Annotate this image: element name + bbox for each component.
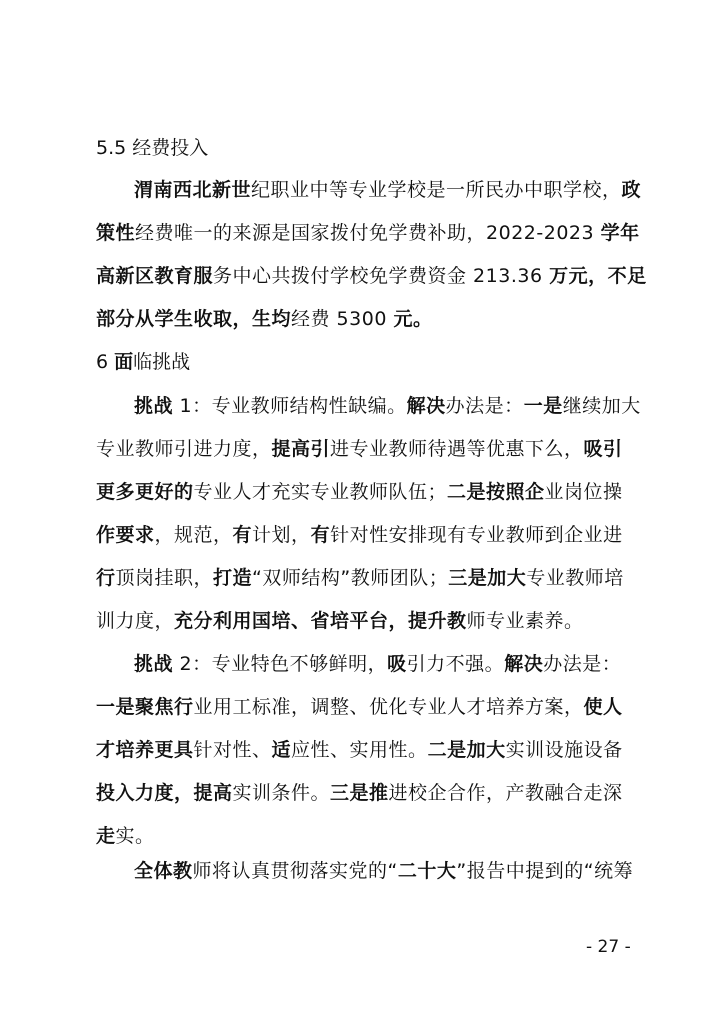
para-5-5-line [96, 221, 640, 245]
section-heading-6 [96, 350, 190, 374]
text-run: 政 [621, 179, 642, 201]
text-run: 全体教 [134, 860, 193, 882]
text-run: 挑战 [134, 653, 174, 675]
text-run: 进校企合作，产教融合走深 [388, 782, 623, 804]
text-run: 投入力度，提高 [96, 782, 233, 804]
text-run: 打造 [213, 567, 253, 589]
text-run: ”报告中提到的“统筹 [456, 860, 634, 882]
text-run: ，规范， [154, 524, 233, 546]
text-run: 办法是： [445, 395, 524, 417]
para-challenge-2-line [134, 652, 632, 676]
page-number: - 27 - [586, 937, 631, 957]
text-run: 吸 [387, 653, 407, 675]
text-run: 解决 [504, 653, 544, 675]
para-challenge-2-line [96, 738, 632, 762]
text-run: 针对性、 [193, 739, 272, 761]
text-run: 专业人才充实专业教师队伍； [193, 481, 448, 503]
text-run: 二是按照企 [447, 481, 545, 503]
text-run: 经费唯一的来源是国家拨付免学费补助，2022-2023 [135, 222, 601, 244]
heading-bold-char: 面 [114, 351, 134, 373]
text-run: 应性、实用性。 [291, 739, 428, 761]
text-run: 有 [232, 524, 253, 546]
text-run: 实训条件。 [232, 782, 331, 804]
section-heading-5-5: 5.5 经费投入 [96, 137, 209, 159]
text-run: 学年 [600, 222, 640, 244]
para-challenge-1-line [96, 437, 632, 461]
text-run: 1：专业教师结构性缺编。 [173, 395, 407, 417]
text-run: 继续加大 [562, 395, 641, 417]
text-run: 部分从学生收取，生均 [96, 308, 292, 330]
text-run: 业岗位操 [544, 481, 623, 503]
text-run: 行 [96, 567, 116, 589]
text-run: 实。 [115, 825, 155, 847]
heading-rest: 临挑战 [133, 351, 191, 373]
heading-number: 6 [96, 351, 115, 373]
text-run: 一是聚焦行 [96, 696, 194, 718]
text-run: 进专业教师待遇等优惠下么， [330, 438, 584, 460]
para-5-5-line [96, 264, 647, 288]
para-challenge-1-line [96, 609, 632, 633]
text-run: 务中心共拨付学校免学费资金 213.36 [213, 265, 550, 287]
text-run: 策性 [96, 222, 136, 244]
para-challenge-2-line [96, 824, 632, 848]
text-run: 才培养更具 [96, 739, 194, 761]
text-run: 一是 [523, 395, 563, 417]
text-run: 专业教师培 [526, 567, 624, 589]
text-run: 适 [271, 739, 292, 761]
text-run: “双师结构”教师团队； [252, 567, 449, 589]
text-run: 三是推 [330, 782, 389, 804]
text-run: 挑战 [134, 395, 174, 417]
text-run: 二十大 [397, 860, 457, 882]
text-run: 引力不强。 [406, 653, 505, 675]
text-run: 作要求 [96, 524, 155, 546]
text-run: 吸引 [583, 438, 623, 460]
text-run: 万元，不足 [549, 265, 647, 287]
text-run: 有 [310, 524, 331, 546]
para-challenge-1-line [96, 480, 632, 504]
para-challenge-1-line [96, 523, 632, 547]
para-5-5-line [134, 178, 642, 202]
text-run: 使人 [583, 696, 623, 718]
text-run: 实训设施设备 [505, 739, 623, 761]
text-run: 解决 [406, 395, 446, 417]
text-run: 训力度， [96, 610, 175, 632]
para-challenge-1-line [96, 566, 632, 590]
para-5-5-line [96, 307, 632, 331]
text-run: 经费 5300 [291, 308, 394, 330]
text-run: 二是加大 [427, 739, 506, 761]
text-run: 元。 [393, 308, 433, 330]
text-run: 办法是： [543, 653, 622, 675]
text-run: 师专业素养。 [466, 610, 584, 632]
text-run: 高新区教育服 [96, 265, 214, 287]
text-run: 计划， [252, 524, 311, 546]
text-run: 充分利用国培、省培平台，提升教 [174, 610, 467, 632]
text-run: 针对性安排现有专业教师到企业进 [330, 524, 623, 546]
text-run: 渭南西北新世 [134, 179, 252, 201]
para-challenge-1-line [134, 394, 641, 418]
text-run: 更多更好的 [96, 481, 194, 503]
text-run: 2：专业特色不够鲜明， [173, 653, 388, 675]
text-run: 提高引 [271, 438, 331, 460]
para-conclusion-line [134, 859, 632, 883]
text-run: 师将认真贯彻落实党的“ [192, 860, 398, 882]
text-run: 三是加大 [448, 567, 527, 589]
text-run: 纪职业中等专业学校是一所民办中职学校， [251, 179, 622, 201]
text-run: 顶岗挂职， [115, 567, 214, 589]
para-challenge-2-line [96, 695, 632, 719]
text-run: 走 [96, 825, 116, 847]
text-run: 业用工标准，调整、优化专业人才培养方案， [193, 696, 584, 718]
para-challenge-2-line [96, 781, 632, 805]
text-run: 专业教师引进力度， [96, 438, 272, 460]
